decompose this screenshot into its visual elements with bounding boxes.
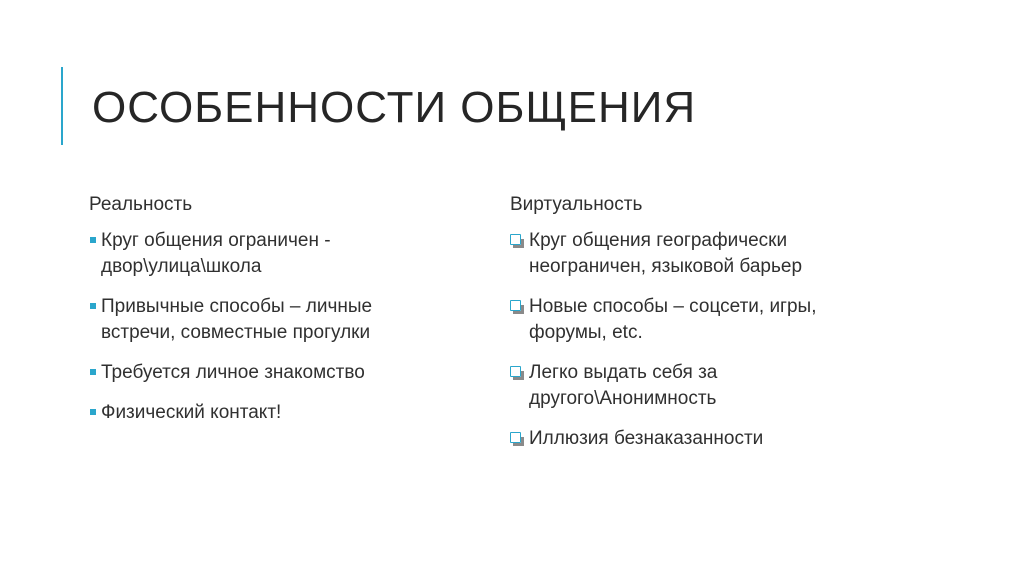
slide-title: ОСОБЕННОСТИ ОБЩЕНИЯ — [92, 83, 697, 132]
virtuality-column — [510, 192, 870, 466]
title-accent-bar — [61, 67, 63, 145]
list-item-text: Новые способы – соцсети, игры, форумы, etc. — [529, 296, 817, 343]
list-item — [510, 228, 870, 280]
list-item — [89, 360, 429, 386]
list-item-text: Требуется личное знакомство — [101, 362, 365, 383]
list-item-text: Иллюзия безнаказанности — [529, 428, 764, 449]
square-bullet-icon — [90, 409, 96, 415]
list-item — [89, 228, 429, 280]
list-item-text: Круг общения ограничен - двор\улица\школа — [101, 230, 331, 277]
list-item — [89, 400, 429, 426]
checkbox-bullet-icon — [510, 234, 521, 245]
list-item — [89, 294, 429, 346]
virtuality-list — [510, 228, 870, 452]
reality-column — [89, 192, 429, 440]
list-item-text: Легко выдать себя за другого\Анонимность — [529, 362, 718, 409]
list-item — [510, 294, 870, 346]
list-item-text: Привычные способы – личные встречи, совместные прогулки — [101, 296, 373, 343]
list-item-text: Физический контакт! — [101, 402, 282, 423]
virtuality-heading: Виртуальность — [510, 194, 643, 215]
square-bullet-icon — [90, 369, 96, 375]
checkbox-bullet-icon — [510, 300, 521, 311]
list-item — [510, 360, 870, 412]
checkbox-bullet-icon — [510, 366, 521, 377]
square-bullet-icon — [90, 237, 96, 243]
reality-list — [89, 228, 429, 426]
checkbox-bullet-icon — [510, 432, 521, 443]
list-item — [510, 426, 870, 452]
list-item-text: Круг общения географически неограничен, языковой барьер — [529, 230, 803, 277]
square-bullet-icon — [90, 303, 96, 309]
reality-heading: Реальность — [89, 194, 193, 215]
